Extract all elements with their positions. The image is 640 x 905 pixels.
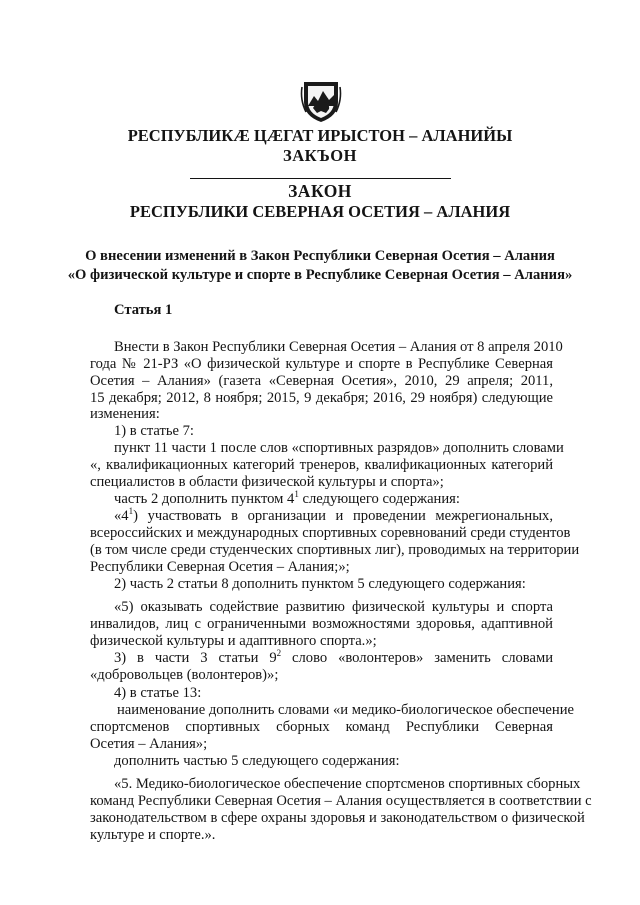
- body-line: наименование дополнить словами «и медико-биологическое обеспечение: [117, 702, 575, 718]
- body-line: часть 2 дополнить пунктом $4^1$ следующего содержания:: [114, 489, 460, 507]
- body-line: «5. Медико-биологическое обеспечение спортсменов спортивных сборных: [114, 776, 581, 792]
- body-line: физической культуры и адаптивного спорта.»;: [90, 633, 377, 649]
- body-line: 3) в части 3 статьи $9^2$ слово «волонтеров» заменить словами: [114, 648, 554, 666]
- body-line: «добровольцев (волонтеров)»;: [90, 667, 279, 683]
- law-title-line: «О физической культуре и спорте в Республике Северная Осетия – Алания»: [67, 267, 573, 283]
- header-law-russian: ЗАКОН: [288, 181, 352, 201]
- body-line: 15 декабря; 2012, 8 ноября; 2015, 9 декабря; 2016, 29 ноября) следующие: [90, 390, 553, 406]
- article-heading: Статья 1: [114, 302, 173, 318]
- body-line: инвалидов, лиц с ограниченными возможностями здоровья, адаптивной: [90, 616, 553, 632]
- body-line: 1) в статье 7:: [114, 423, 194, 439]
- header-republic-russian: РЕСПУБЛИКИ СЕВЕРНАЯ ОСЕТИЯ – АЛАНИЯ: [129, 202, 511, 221]
- law-title-line: О внесении изменений в Закон Республики Северная Осетия – Алания: [85, 248, 555, 264]
- body-line: Республики Северная Осетия – Алания;»;: [90, 559, 350, 575]
- body-line: «, квалификационных категорий тренеров, квалификационных категорий: [90, 457, 553, 473]
- body-line: всероссийских и международных спортивных соревнований среди студентов: [90, 525, 571, 541]
- body-line: Осетия – Алания» (газета «Северная Осетия», 2010, 29 апреля; 2011,: [90, 373, 553, 389]
- body-line: пункт 11 части 1 после слов «спортивных разрядов» дополнить словами: [114, 440, 564, 456]
- body-line: Осетия – Алания»;: [90, 736, 208, 752]
- body-line: дополнить частью 5 следующего содержания:: [114, 753, 400, 769]
- coat-of-arms-emblem: [299, 78, 343, 124]
- body-line: 4) в статье 13:: [114, 685, 202, 701]
- body-line: года № 21-РЗ «О физической культуре и спорте в Республике Северная: [90, 356, 553, 372]
- body-line: «5) оказывать содействие развитию физической культуры и спорта: [114, 599, 553, 615]
- header-divider: [190, 178, 451, 179]
- body-line: культуре и спорте.».: [90, 827, 216, 843]
- body-line: Внести в Закон Республики Северная Осетия – Алания от 8 апреля 2010: [114, 339, 563, 355]
- body-line: законодательством в сфере охраны здоровья и законодательством о физической: [90, 810, 585, 826]
- body-line: «$4^1$) участвовать в организации и проведении межрегиональных,: [114, 506, 553, 524]
- body-line: команд Республики Северная Осетия – Алания осуществляется в соответствии с: [90, 793, 592, 809]
- body-line: (в том числе среди студенческих спортивных лиг), проводимых на территории: [90, 542, 580, 558]
- body-line: изменения:: [90, 406, 160, 422]
- header-law-ossetian: ЗАКЪОН: [283, 146, 357, 165]
- body-line: специалистов в области физической культуры и спорта»;: [90, 474, 444, 490]
- header-republic-ossetian: РЕСПУБЛИКӔ ЦӔГАТ ИРЫСТОН – АЛАНИЙЫ: [127, 126, 513, 145]
- body-line: 2) часть 2 статьи 8 дополнить пунктом 5 следующего содержания:: [114, 576, 526, 592]
- body-line: спортсменов спортивных сборных команд Республики Северная: [90, 719, 553, 735]
